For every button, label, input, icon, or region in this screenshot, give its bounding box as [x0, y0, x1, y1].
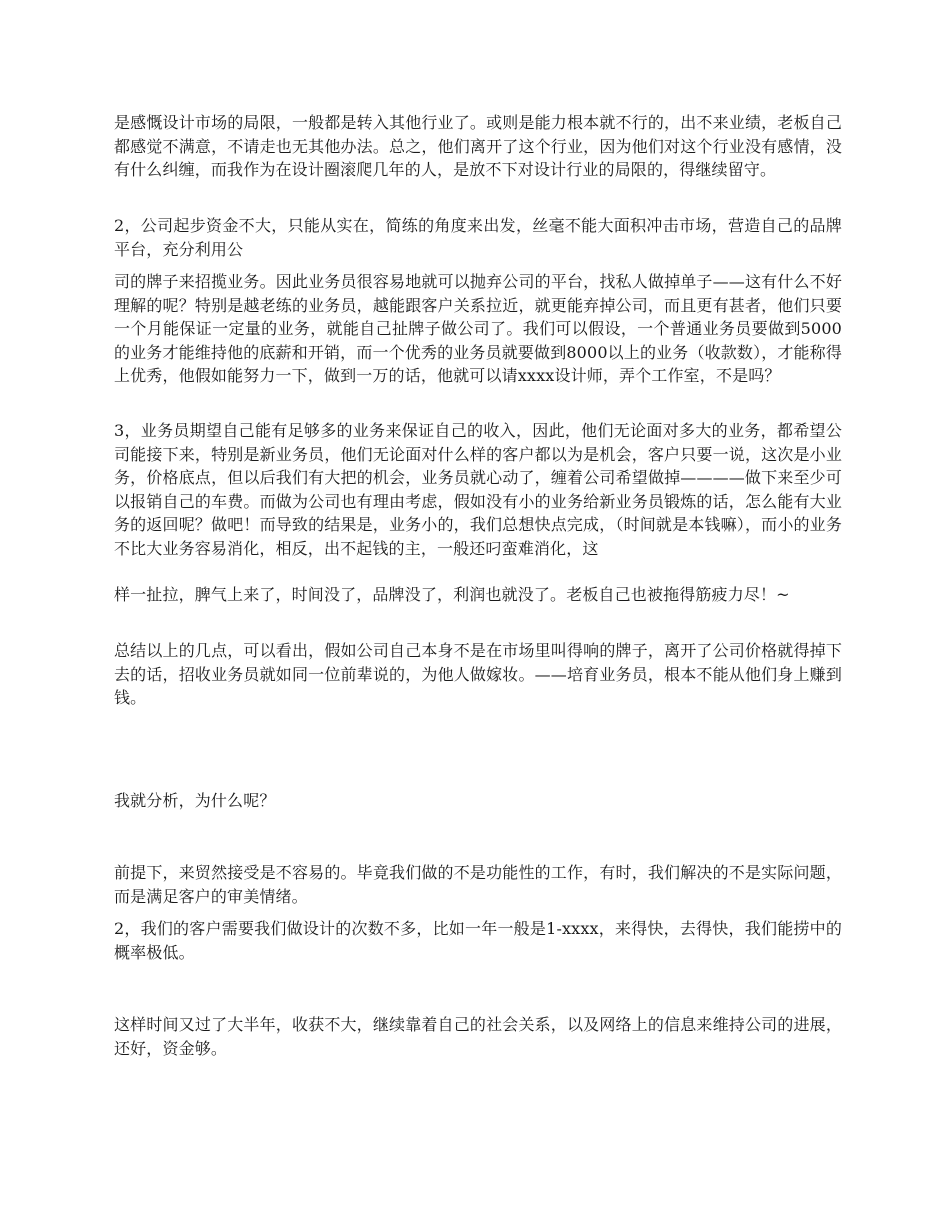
paragraph-4: 3，业务员期望自己能有足够多的业务来保证自己的收入，因此，他们无论面对多大的业务，都希望公司能接下来，特别是新业务员，他们无论面对什么样的客户都以为是机会，客户只要一说，这次是小业务，价格底点，但以后我们有大把的机会，业务员就心动了，缠着公司希望做掉————做下来至少可以报销自己的车费。而做为公司也有理由考虑，假如没有小的业务给新业务员锻炼的话，怎么能有大业务的返回呢？做吧！而导致的结果是，业务小的，我们总想快点完成，（时间就是本钱嘛），而小的业务不比大业务容易消化，相反，出不起钱的主，一般还叼蛮难消化，这 — [114, 421, 842, 558]
paragraph-1: 是感慨设计市场的局限，一般都是转入其他行业了。或则是能力根本就不行的，出不来业绩，老板自己都感觉不满意，不请走也无其他办法。总之，他们离开了这个行业，因为他们对这个行业没有感情，没有什么纠缠，而我作为在设计圈滚爬几年的人，是放不下对设计行业的局限的，得继续留守。 — [114, 113, 842, 179]
paragraph-9: 2，我们的客户需要我们做设计的次数不多，比如一年一般是1-xxxx，来得快，去得快，我们能捞中的概率极低。 — [114, 919, 842, 962]
paragraph-8: 前提下，来贸然接受是不容易的。毕竟我们做的不是功能性的工作，有时，我们解决的不是实际问题，而是满足客户的审美情绪。 — [114, 863, 842, 906]
paragraph-10: 这样时间又过了大半年，收获不大，继续靠着自己的社会关系，以及网络上的信息来维持公司的进展，还好，资金够。 — [114, 1015, 842, 1058]
paragraph-7: 我就分析，为什么呢？ — [114, 791, 276, 810]
paragraph-5: 样一扯拉，脾气上来了，时间没了，品牌没了，利润也就没了。老板自己也被拖得筋疲力尽！~ — [114, 585, 790, 604]
paragraph-6: 总结以上的几点，可以看出，假如公司自己本身不是在市场里叫得响的牌子，离开了公司价格就得掉下去的话，招收业务员就如同一位前辈说的，为他人做嫁妆。——培育业务员，根本不能从他们身上赚到钱。 — [114, 641, 842, 707]
paragraph-2: 2，公司起步资金不大，只能从实在，简练的角度来出发，丝毫不能大面积冲击市场，营造自己的品牌平台，充分利用公 — [114, 216, 842, 259]
paragraph-3: 司的牌子来招揽业务。因此业务员很容易地就可以抛弃公司的平台，找私人做掉单子——这有什么不好理解的呢？特别是越老练的业务员，越能跟客户关系拉近，就更能弃掉公司，而且更有甚者，他们只要一个月能保证一定量的业务，就能自己扯牌子做公司了。我们可以假设，一个普通业务员要做到5000的业务才能维持他的底薪和开销，而一个优秀的业务员就要做到8000以上的业务（收款数），才能称得上优秀，他假如能努力一下，做到一万的话，他就可以请xxxx设计师，弄个工作室，不是吗？ — [114, 272, 842, 385]
